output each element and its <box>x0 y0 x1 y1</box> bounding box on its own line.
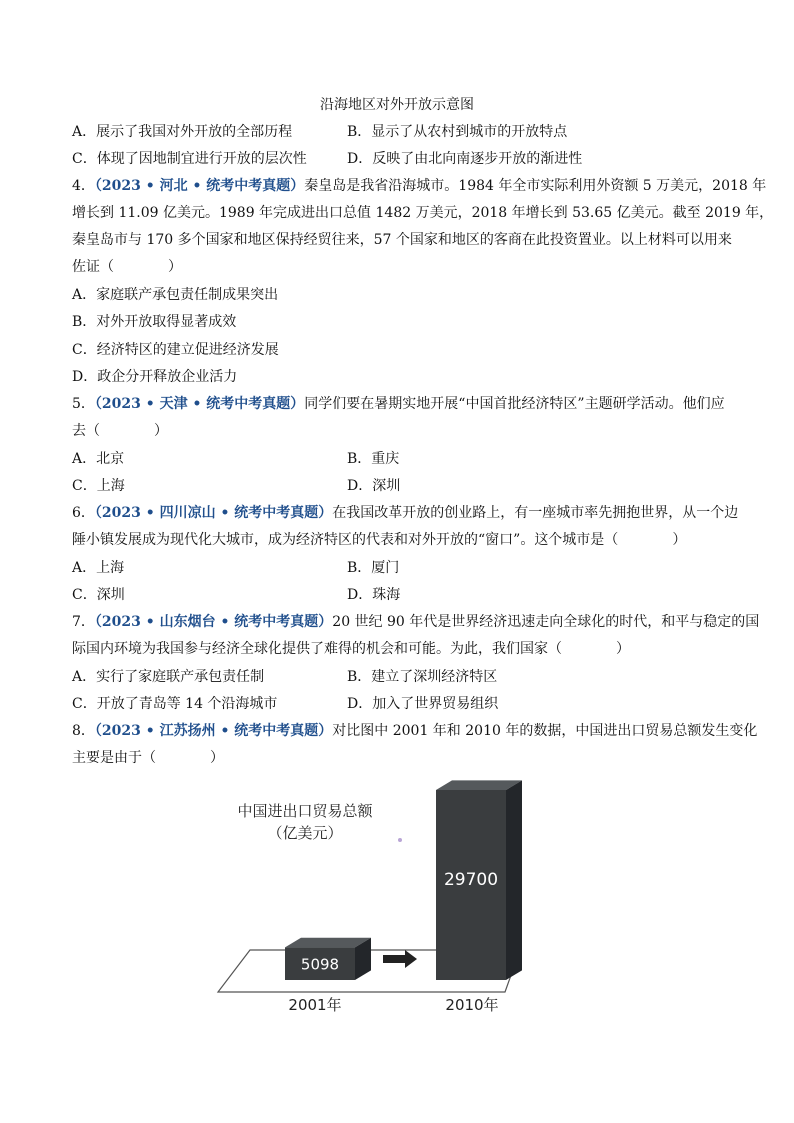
q5-stem-line1 <box>72 395 725 413</box>
q7-source-tag: （2023 • 山东烟台 • 统考中考真题） <box>94 614 333 630</box>
q7-answer-close: ） <box>616 641 630 657</box>
arrow-icon <box>383 950 417 968</box>
chart-subtitle: （亿美元） <box>267 824 343 842</box>
bar-value-label-1: 29700 <box>443 870 499 890</box>
q4-source-tag: （2023 • 河北 • 统考中考真题） <box>94 178 305 194</box>
q7-text-2: 际国内环境为我国参与经济全球化提供了难得的机会和可能。为此，我们国家（ <box>72 641 562 657</box>
q6-option-a[interactable]: A．上海 <box>72 560 125 576</box>
q4-option-c[interactable]: C．经济特区的建立促进经济发展 <box>72 342 279 358</box>
q3-option-a[interactable]: A．展示了我国对外开放的全部历程 <box>72 124 293 140</box>
q3-option-b[interactable]: B．显示了从农村到城市的开放特点 <box>347 124 568 140</box>
q6-option-b[interactable]: B．厦门 <box>347 560 400 576</box>
q7-option-c[interactable]: C．开放了青岛等 14 个沿海城市 <box>72 696 278 712</box>
q6-option-c[interactable]: C．深圳 <box>72 587 125 603</box>
q7-option-a[interactable]: A．实行了家庭联产承包责任制 <box>72 669 265 685</box>
q7-number: 7． <box>72 614 95 630</box>
q7-option-d[interactable]: D．加入了世界贸易组织 <box>347 696 499 712</box>
q5-source-tag: （2023 • 天津 • 统考中考真题） <box>94 396 305 412</box>
q4-option-b[interactable]: B．对外开放取得显著成效 <box>72 314 237 330</box>
q6-answer-close: ） <box>672 532 687 548</box>
q5-stem-line2 <box>72 422 168 440</box>
q5-number: 5． <box>72 396 95 412</box>
q8-text: 对比图中 2001 年和 2010 年的数据，中国进出口贸易总额发生变化 <box>332 723 758 739</box>
q3-option-c[interactable]: C．体现了因地制宜进行开放的层次性 <box>72 151 307 167</box>
q7-stem-line2 <box>72 640 630 658</box>
q7-text: 20 世纪 90 年代是世界经济迅速走向全球化的时代，和平与稳定的国 <box>332 614 760 630</box>
q3-option-d[interactable]: D．反映了由北向南逐步开放的渐进性 <box>347 151 583 167</box>
q5-option-a[interactable]: A．北京 <box>72 451 125 467</box>
q4-number: 4． <box>72 178 95 194</box>
x-tick-label-2010: 2010年 <box>445 996 499 1014</box>
q5-answer-open: 去（ <box>72 423 100 439</box>
q6-text: 在我国改革开放的创业路上，有一座城市率先拥抱世界，从一个边 <box>332 505 739 521</box>
q7-stem-line1 <box>72 613 759 631</box>
figure-caption: 沿海地区对外开放示意图 <box>320 97 474 113</box>
q8-stem-line1 <box>72 722 757 740</box>
q5-option-b[interactable]: B．重庆 <box>347 451 400 467</box>
q4-stem-line3: 秦皇岛市与 170 多个国家和地区保持经贸往来，57 个国家和地区的客商在此投资置业。以上材料可以用来 <box>72 232 732 248</box>
q6-stem-line2 <box>72 531 686 549</box>
q4-answer-open: 佐证（ <box>72 259 114 275</box>
q5-option-c[interactable]: C．上海 <box>72 478 125 494</box>
decorative-dot <box>398 838 402 842</box>
q8-answer-close: ） <box>210 750 224 766</box>
q6-source-tag: （2023 • 四川凉山 • 统考中考真题） <box>94 505 333 521</box>
q6-text-2: 陲小镇发展成为现代化大城市，成为经济特区的代表和对外开放的“窗口”。这个城市是（ <box>72 532 619 548</box>
q7-option-b[interactable]: B．建立了深圳经济特区 <box>347 669 498 685</box>
x-tick-label-2001: 2001年 <box>288 996 342 1014</box>
q4-stem-line2: 增长到 11.09 亿美元。1989 年完成进出口总值 1482 万美元，2018 年增长到 53.65 亿美元。截至 2019 年， <box>72 205 774 221</box>
q8-stem-line2 <box>72 749 224 767</box>
q4-answer-close: ） <box>168 259 182 275</box>
q6-number: 6． <box>72 505 95 521</box>
q4-option-d[interactable]: D．政企分开释放企业活力 <box>72 369 238 385</box>
trade-chart-svg <box>210 780 550 1020</box>
chart-title: 中国进出口贸易总额 <box>237 802 373 820</box>
q8-answer-open: 主要是由于（ <box>72 750 156 766</box>
q8-source-tag: （2023 • 江苏扬州 • 统考中考真题） <box>94 723 333 739</box>
bar-side-1 <box>506 780 522 980</box>
bar-value-label-0: 5098 <box>300 955 340 974</box>
q4-stem-line4 <box>72 258 182 276</box>
q6-stem-line1 <box>72 504 738 522</box>
q5-answer-close: ） <box>154 423 168 439</box>
q6-option-d[interactable]: D．珠海 <box>347 587 401 603</box>
q5-text: 同学们要在暑期实地开展“中国首批经济特区”主题研学活动。他们应 <box>304 396 725 412</box>
q5-option-d[interactable]: D．深圳 <box>347 478 401 494</box>
trade-chart <box>210 780 550 1020</box>
q4-text: 秦皇岛是我省沿海城市。1984 年全市实际利用外资额 5 万美元，2018 年 <box>304 178 767 194</box>
q8-number: 8． <box>72 723 95 739</box>
q4-option-a[interactable]: A．家庭联产承包责任制成果突出 <box>72 287 279 303</box>
q4-stem-line1 <box>72 177 766 195</box>
